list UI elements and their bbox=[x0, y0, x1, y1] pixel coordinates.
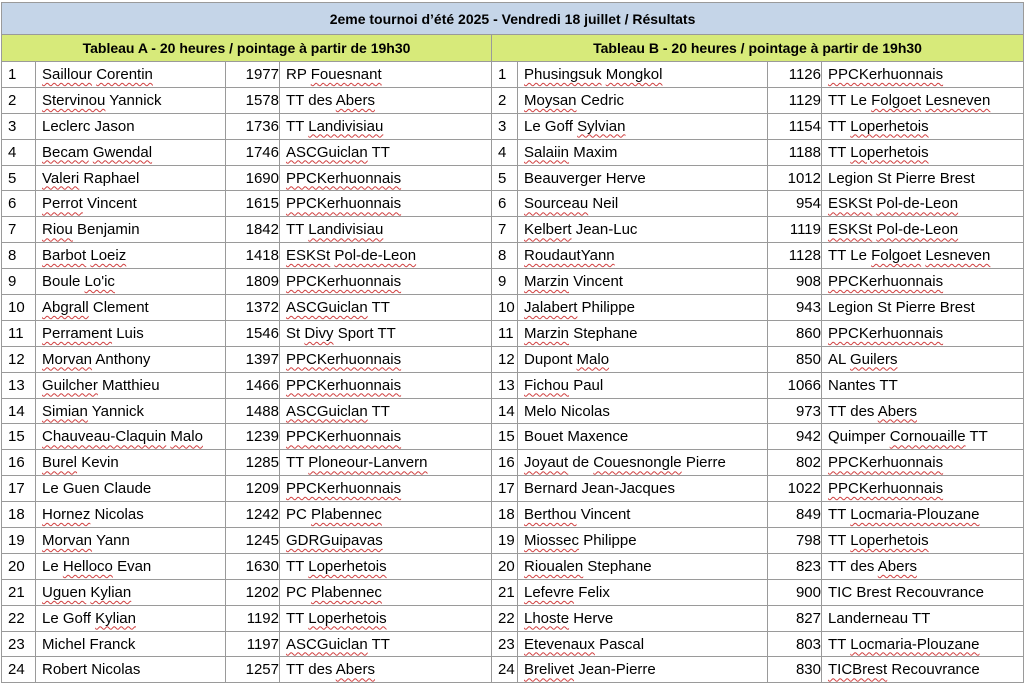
player-name-b: RoudautYann bbox=[518, 243, 768, 269]
player-club-b: Legion St Pierre Brest bbox=[822, 295, 1024, 321]
player-name-b: Moysan Cedric bbox=[518, 87, 768, 113]
player-name-b: Miossec Philippe bbox=[518, 528, 768, 554]
player-points-a: 1209 bbox=[226, 476, 280, 502]
player-points-a: 1372 bbox=[226, 295, 280, 321]
player-points-b: 827 bbox=[768, 605, 822, 631]
player-name-b: Fichou Paul bbox=[518, 372, 768, 398]
row-number-a: 21 bbox=[2, 579, 36, 605]
player-name-a: Barbot Loeiz bbox=[36, 243, 226, 269]
player-club-b: TT Loperhetois bbox=[822, 139, 1024, 165]
player-name-a: Valeri Raphael bbox=[36, 165, 226, 191]
row-number-b: 22 bbox=[492, 605, 518, 631]
player-points-a: 1746 bbox=[226, 139, 280, 165]
player-club-a: TT des Abers bbox=[280, 657, 492, 683]
player-name-a: Le Helloco Evan bbox=[36, 553, 226, 579]
player-points-a: 1466 bbox=[226, 372, 280, 398]
player-points-b: 830 bbox=[768, 657, 822, 683]
player-name-a: Guilcher Matthieu bbox=[36, 372, 226, 398]
player-club-b: PPCKerhuonnais bbox=[822, 476, 1024, 502]
player-club-b: TICBrest Recouvrance bbox=[822, 657, 1024, 683]
player-club-a: ASCGuiclan TT bbox=[280, 398, 492, 424]
player-points-a: 1202 bbox=[226, 579, 280, 605]
row-number-a: 23 bbox=[2, 631, 36, 657]
table-row bbox=[2, 579, 1024, 605]
player-club-a: PPCKerhuonnais bbox=[280, 165, 492, 191]
player-points-a: 1615 bbox=[226, 191, 280, 217]
player-club-b: TT des Abers bbox=[822, 553, 1024, 579]
player-points-b: 943 bbox=[768, 295, 822, 321]
player-points-a: 1245 bbox=[226, 528, 280, 554]
player-club-b: ESKSt Pol-de-Leon bbox=[822, 191, 1024, 217]
player-name-a: Simian Yannick bbox=[36, 398, 226, 424]
player-name-a: Abgrall Clement bbox=[36, 295, 226, 321]
player-club-a: ASCGuiclan TT bbox=[280, 631, 492, 657]
player-name-a: Morvan Yann bbox=[36, 528, 226, 554]
player-club-a: PPCKerhuonnais bbox=[280, 424, 492, 450]
table-row bbox=[2, 139, 1024, 165]
player-name-b: Melo Nicolas bbox=[518, 398, 768, 424]
tableau-b-header: Tableau B - 20 heures / pointage à partir de 19h30 bbox=[492, 35, 1024, 62]
player-points-b: 803 bbox=[768, 631, 822, 657]
table-row bbox=[2, 476, 1024, 502]
row-number-a: 5 bbox=[2, 165, 36, 191]
row-number-b: 9 bbox=[492, 269, 518, 295]
table-row bbox=[2, 657, 1024, 683]
player-name-a: Leclerc Jason bbox=[36, 113, 226, 139]
row-number-a: 9 bbox=[2, 269, 36, 295]
table-row bbox=[2, 346, 1024, 372]
player-points-b: 908 bbox=[768, 269, 822, 295]
table-row bbox=[2, 450, 1024, 476]
player-club-b: TT Loperhetois bbox=[822, 528, 1024, 554]
player-club-a: ESKSt Pol-de-Leon bbox=[280, 243, 492, 269]
player-name-b: Jalabert Philippe bbox=[518, 295, 768, 321]
player-points-a: 1192 bbox=[226, 605, 280, 631]
row-number-a: 13 bbox=[2, 372, 36, 398]
player-points-b: 1128 bbox=[768, 243, 822, 269]
player-name-b: Brelivet Jean-Pierre bbox=[518, 657, 768, 683]
player-club-a: PPCKerhuonnais bbox=[280, 476, 492, 502]
player-points-a: 1488 bbox=[226, 398, 280, 424]
player-points-b: 1188 bbox=[768, 139, 822, 165]
row-number-b: 5 bbox=[492, 165, 518, 191]
row-number-a: 8 bbox=[2, 243, 36, 269]
player-points-b: 1129 bbox=[768, 87, 822, 113]
tableau-a-header: Tableau A - 20 heures / pointage à partir de 19h30 bbox=[2, 35, 492, 62]
row-number-b: 1 bbox=[492, 62, 518, 88]
player-points-a: 1630 bbox=[226, 553, 280, 579]
table-row bbox=[2, 243, 1024, 269]
player-club-b: TIC Brest Recouvrance bbox=[822, 579, 1024, 605]
player-points-a: 1977 bbox=[226, 62, 280, 88]
player-club-a: GDRGuipavas bbox=[280, 528, 492, 554]
row-number-a: 15 bbox=[2, 424, 36, 450]
player-points-b: 823 bbox=[768, 553, 822, 579]
player-name-b: Phusingsuk Mongkol bbox=[518, 62, 768, 88]
player-points-a: 1809 bbox=[226, 269, 280, 295]
player-club-b: PPCKerhuonnais bbox=[822, 269, 1024, 295]
player-points-b: 1012 bbox=[768, 165, 822, 191]
table-row bbox=[2, 605, 1024, 631]
row-number-b: 23 bbox=[492, 631, 518, 657]
row-number-b: 15 bbox=[492, 424, 518, 450]
player-points-b: 1154 bbox=[768, 113, 822, 139]
player-club-b: Landerneau TT bbox=[822, 605, 1024, 631]
player-name-b: Salaiin Maxim bbox=[518, 139, 768, 165]
player-points-b: 802 bbox=[768, 450, 822, 476]
player-name-a: Uguen Kylian bbox=[36, 579, 226, 605]
player-club-a: TT des Abers bbox=[280, 87, 492, 113]
player-club-a: PPCKerhuonnais bbox=[280, 191, 492, 217]
player-club-b: Nantes TT bbox=[822, 372, 1024, 398]
player-name-a: Stervinou Yannick bbox=[36, 87, 226, 113]
row-number-b: 11 bbox=[492, 320, 518, 346]
player-points-a: 1578 bbox=[226, 87, 280, 113]
row-number-b: 16 bbox=[492, 450, 518, 476]
player-name-b: Berthou Vincent bbox=[518, 502, 768, 528]
player-club-b: PPCKerhuonnais bbox=[822, 62, 1024, 88]
row-number-b: 3 bbox=[492, 113, 518, 139]
player-name-a: Saillour Corentin bbox=[36, 62, 226, 88]
row-number-a: 19 bbox=[2, 528, 36, 554]
row-number-b: 10 bbox=[492, 295, 518, 321]
player-club-a: ASCGuiclan TT bbox=[280, 295, 492, 321]
player-name-a: Le Goff Kylian bbox=[36, 605, 226, 631]
player-name-b: Le Goff Sylvian bbox=[518, 113, 768, 139]
player-points-b: 860 bbox=[768, 320, 822, 346]
table-row bbox=[2, 631, 1024, 657]
player-club-a: TT Loperhetois bbox=[280, 605, 492, 631]
player-name-a: Morvan Anthony bbox=[36, 346, 226, 372]
row-number-a: 24 bbox=[2, 657, 36, 683]
row-number-b: 18 bbox=[492, 502, 518, 528]
table-row bbox=[2, 269, 1024, 295]
player-name-a: Chauveau-Claquin Malo bbox=[36, 424, 226, 450]
results-table bbox=[1, 2, 1024, 683]
player-club-b: TT Loperhetois bbox=[822, 113, 1024, 139]
player-name-b: Beauverger Herve bbox=[518, 165, 768, 191]
player-club-a: TT Loperhetois bbox=[280, 553, 492, 579]
table-row bbox=[2, 372, 1024, 398]
table-row bbox=[2, 424, 1024, 450]
player-club-b: ESKSt Pol-de-Leon bbox=[822, 217, 1024, 243]
player-points-b: 1066 bbox=[768, 372, 822, 398]
table-row bbox=[2, 528, 1024, 554]
player-name-b: Marzin Vincent bbox=[518, 269, 768, 295]
table-row bbox=[2, 62, 1024, 88]
player-name-a: Le Guen Claude bbox=[36, 476, 226, 502]
title-row bbox=[2, 3, 1024, 35]
row-number-a: 3 bbox=[2, 113, 36, 139]
player-name-b: Marzin Stephane bbox=[518, 320, 768, 346]
row-number-b: 13 bbox=[492, 372, 518, 398]
player-club-b: TT des Abers bbox=[822, 398, 1024, 424]
player-club-a: TT Landivisiau bbox=[280, 113, 492, 139]
row-number-a: 7 bbox=[2, 217, 36, 243]
player-points-a: 1257 bbox=[226, 657, 280, 683]
player-club-a: St Divy Sport TT bbox=[280, 320, 492, 346]
player-points-a: 1736 bbox=[226, 113, 280, 139]
player-points-a: 1842 bbox=[226, 217, 280, 243]
player-name-b: Rioualen Stephane bbox=[518, 553, 768, 579]
row-number-a: 18 bbox=[2, 502, 36, 528]
player-club-b: TT Locmaria-Plouzane bbox=[822, 631, 1024, 657]
player-club-a: PC Plabennec bbox=[280, 502, 492, 528]
player-club-b: TT Le Folgoet Lesneven bbox=[822, 243, 1024, 269]
row-number-a: 22 bbox=[2, 605, 36, 631]
table-row bbox=[2, 191, 1024, 217]
player-club-b: AL Guilers bbox=[822, 346, 1024, 372]
row-number-b: 8 bbox=[492, 243, 518, 269]
player-points-a: 1397 bbox=[226, 346, 280, 372]
table-row bbox=[2, 217, 1024, 243]
player-club-a: RP Fouesnant bbox=[280, 62, 492, 88]
row-number-b: 7 bbox=[492, 217, 518, 243]
player-name-a: Perrot Vincent bbox=[36, 191, 226, 217]
row-number-a: 12 bbox=[2, 346, 36, 372]
player-points-a: 1285 bbox=[226, 450, 280, 476]
player-name-a: Michel Franck bbox=[36, 631, 226, 657]
player-points-b: 1022 bbox=[768, 476, 822, 502]
row-number-a: 20 bbox=[2, 553, 36, 579]
player-club-a: TT Ploneour-Lanvern bbox=[280, 450, 492, 476]
row-number-b: 19 bbox=[492, 528, 518, 554]
player-points-b: 1126 bbox=[768, 62, 822, 88]
row-number-a: 16 bbox=[2, 450, 36, 476]
player-points-a: 1546 bbox=[226, 320, 280, 346]
player-club-b: PPCKerhuonnais bbox=[822, 320, 1024, 346]
player-club-a: PPCKerhuonnais bbox=[280, 346, 492, 372]
player-club-b: PPCKerhuonnais bbox=[822, 450, 1024, 476]
player-points-b: 849 bbox=[768, 502, 822, 528]
player-name-a: Hornez Nicolas bbox=[36, 502, 226, 528]
row-number-a: 17 bbox=[2, 476, 36, 502]
player-club-a: PPCKerhuonnais bbox=[280, 372, 492, 398]
player-name-a: Riou Benjamin bbox=[36, 217, 226, 243]
player-name-b: Kelbert Jean-Luc bbox=[518, 217, 768, 243]
player-points-b: 1119 bbox=[768, 217, 822, 243]
player-club-b: TT Locmaria-Plouzane bbox=[822, 502, 1024, 528]
row-number-a: 2 bbox=[2, 87, 36, 113]
player-points-b: 850 bbox=[768, 346, 822, 372]
row-number-a: 6 bbox=[2, 191, 36, 217]
table-row bbox=[2, 295, 1024, 321]
player-name-a: Robert Nicolas bbox=[36, 657, 226, 683]
row-number-b: 6 bbox=[492, 191, 518, 217]
player-club-b: Quimper Cornouaille TT bbox=[822, 424, 1024, 450]
player-club-a: PC Plabennec bbox=[280, 579, 492, 605]
player-points-a: 1239 bbox=[226, 424, 280, 450]
player-points-a: 1418 bbox=[226, 243, 280, 269]
player-name-b: Dupont Malo bbox=[518, 346, 768, 372]
player-name-b: Bouet Maxence bbox=[518, 424, 768, 450]
player-name-a: Becam Gwendal bbox=[36, 139, 226, 165]
row-number-a: 1 bbox=[2, 62, 36, 88]
player-points-b: 973 bbox=[768, 398, 822, 424]
table-row bbox=[2, 113, 1024, 139]
player-name-b: Sourceau Neil bbox=[518, 191, 768, 217]
table-row bbox=[2, 398, 1024, 424]
row-number-a: 14 bbox=[2, 398, 36, 424]
row-number-a: 10 bbox=[2, 295, 36, 321]
table-row bbox=[2, 502, 1024, 528]
player-points-a: 1197 bbox=[226, 631, 280, 657]
row-number-a: 4 bbox=[2, 139, 36, 165]
row-number-b: 2 bbox=[492, 87, 518, 113]
player-name-b: Bernard Jean-Jacques bbox=[518, 476, 768, 502]
player-points-b: 798 bbox=[768, 528, 822, 554]
player-club-a: TT Landivisiau bbox=[280, 217, 492, 243]
page-title: 2eme tournoi d’été 2025 - Vendredi 18 juillet / Résultats bbox=[2, 3, 1024, 35]
row-number-b: 14 bbox=[492, 398, 518, 424]
player-name-b: Joyaut de Couesnongle Pierre bbox=[518, 450, 768, 476]
player-name-b: Lhoste Herve bbox=[518, 605, 768, 631]
row-number-a: 11 bbox=[2, 320, 36, 346]
header-row bbox=[2, 35, 1024, 62]
table-row bbox=[2, 553, 1024, 579]
row-number-b: 17 bbox=[492, 476, 518, 502]
player-points-b: 954 bbox=[768, 191, 822, 217]
player-club-a: PPCKerhuonnais bbox=[280, 269, 492, 295]
player-name-b: Lefevre Felix bbox=[518, 579, 768, 605]
player-club-b: TT Le Folgoet Lesneven bbox=[822, 87, 1024, 113]
row-number-b: 24 bbox=[492, 657, 518, 683]
row-number-b: 4 bbox=[492, 139, 518, 165]
player-points-b: 900 bbox=[768, 579, 822, 605]
player-name-a: Boule Lo'ic bbox=[36, 269, 226, 295]
player-name-a: Burel Kevin bbox=[36, 450, 226, 476]
player-name-b: Etevenaux Pascal bbox=[518, 631, 768, 657]
player-points-a: 1242 bbox=[226, 502, 280, 528]
table-row bbox=[2, 165, 1024, 191]
row-number-b: 12 bbox=[492, 346, 518, 372]
row-number-b: 21 bbox=[492, 579, 518, 605]
player-club-a: ASCGuiclan TT bbox=[280, 139, 492, 165]
table-row bbox=[2, 320, 1024, 346]
table-row bbox=[2, 87, 1024, 113]
player-club-b: Legion St Pierre Brest bbox=[822, 165, 1024, 191]
player-name-a: Perrament Luis bbox=[36, 320, 226, 346]
row-number-b: 20 bbox=[492, 553, 518, 579]
player-points-b: 942 bbox=[768, 424, 822, 450]
player-points-a: 1690 bbox=[226, 165, 280, 191]
